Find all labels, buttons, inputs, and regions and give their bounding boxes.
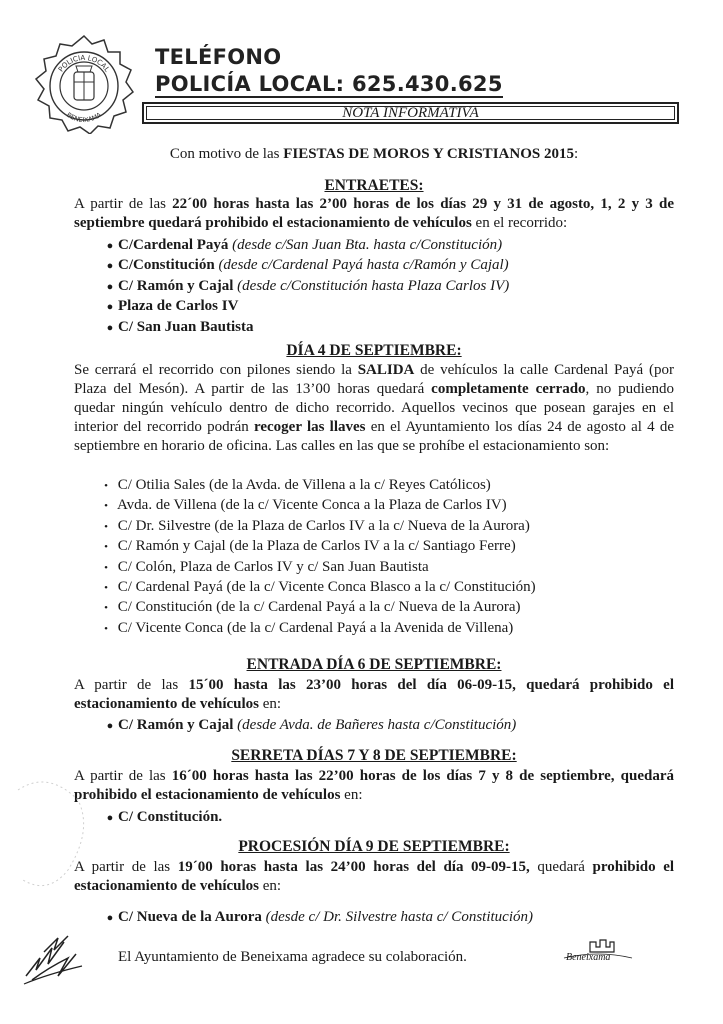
list-item: ● C/ San Juan Bautista — [106, 318, 254, 335]
nota-informativa-box — [142, 102, 679, 124]
list-item: • C/ Ramón y Cajal (de la Plaza de Carlos IV a la c/ Santiago Ferre) — [104, 538, 516, 555]
list-item: • C/ Vicente Conca (de la c/ Cardenal Payá a la Avenida de Villena) — [104, 619, 514, 636]
list-item: • C/ Dr. Silvestre (de la Plaza de Carlos IV a la c/ Nueva de la Aurora) — [104, 517, 530, 534]
section-dia6-text: A partir de las 15´00 hasta las 23’00 horas del día 06-09-15, quedará prohibido el estacionamiento de vehículos en: — [74, 677, 674, 712]
list-item: ● C/Cardenal Payá (desde c/San Juan Bta. hasta c/Constitución) — [106, 237, 503, 253]
faint-stamp-mark — [8, 770, 98, 900]
section-entraetes-title: ENTRAETES: — [324, 177, 424, 194]
section-dia4-text: Se cerrará el recorrido con pilones siendo la SALIDA de vehículos la calle Cardenal Payá (por Plaza del Mesón). A partir de las 13’00 horas quedará completamente cerrado, no pudiendo quedar ningún vehículo dentro de dicho recorrido. Aquellos vecinos que posean garajes en el interior del recorrido podrán recoger las llaves en el Ayuntamiento los días 24 de agosto al 4 de septiembre en horario de oficina. Las calles en las que se prohíbe el estacionamiento son: — [74, 362, 674, 454]
dia4-street-list — [98, 476, 678, 639]
list-item: ● C/ Ramón y Cajal (desde c/Constitución hasta Plaza Carlos IV) — [106, 277, 510, 294]
section-procesion-text: A partir de las 19´00 horas hasta las 24’00 horas del día 09-09-15, quedará prohibido el estacionamiento de vehículos en: — [74, 859, 675, 894]
entraetes-street-list — [102, 236, 672, 338]
section-serreta-text: A partir de las 16´00 horas hasta las 22’00 horas de los días 7 y 8 de septiembre, quedará prohibido el estacionamiento de vehículos en: — [74, 768, 674, 803]
police-badge-emblem — [34, 34, 134, 134]
closing-line: El Ayuntamiento de Beneixama agradece su colaboración. — [118, 949, 467, 965]
section-entraetes-text: A partir de las 22´00 horas hasta las 2’00 horas de los días 29 y 31 de agosto, 1, 2 y 3 de septiembre quedará prohibido el estacionamiento de vehículos en el recorrido: — [74, 196, 674, 231]
section-procesion-title: PROCESIÓN DÍA 9 DE SEPTIEMBRE: — [238, 838, 510, 855]
procesion-street: ● C/ Nueva de la Aurora (desde c/ Dr. Silvestre hasta c/ Constitución) — [106, 909, 533, 925]
beneixama-logo — [562, 938, 634, 968]
phone-header — [155, 44, 503, 98]
beneixama-logo-text: Beneixama — [566, 952, 611, 963]
badge-bottom-text: BENEIXAMA — [65, 110, 103, 125]
badge-top-text: POLICIA LOCAL — [56, 53, 112, 74]
section-serreta-title: SERRETA DÍAS 7 Y 8 DE SEPTIEMBRE: — [231, 747, 517, 764]
section-dia4-title: DÍA 4 DE SEPTIEMBRE: — [286, 342, 462, 359]
nota-informativa-title: NOTA INFORMATIVA — [342, 105, 479, 121]
list-item: ● Plaza de Carlos IV — [106, 298, 239, 315]
list-item: • C/ Cardenal Payá (de la c/ Vicente Conca Blasco a la c/ Constitución) — [104, 579, 536, 596]
serreta-street: ● C/ Constitución. — [106, 809, 223, 825]
svg-text:BENEIXAMA — [65, 110, 103, 124]
svg-text:POLICIA LOCAL — [57, 54, 111, 74]
list-item: • C/ Constitución (de la c/ Cardenal Payá a la c/ Nueva de la Aurora) — [104, 599, 521, 616]
list-item: • Avda. de Villena (de la c/ Vicente Conca a la Plaza de Carlos IV) — [104, 497, 507, 514]
intro-line: Con motivo de las FIESTAS DE MOROS Y CRISTIANOS 2015: — [169, 146, 579, 162]
list-item: ● C/Constitución (desde c/Cardenal Payá hasta c/Ramón y Cajal) — [106, 257, 509, 274]
dia6-street: ● C/ Ramón y Cajal (desde Avda. de Bañeres hasta c/Constitución) — [106, 717, 517, 733]
section-dia6-title: ENTRADA DÍA 6 DE SEPTIEMBRE: — [246, 656, 502, 673]
signature-scribble — [18, 918, 88, 988]
phone-number-line: POLICÍA LOCAL: 625.430.625 — [155, 72, 503, 96]
list-item: • C/ Colón, Plaza de Carlos IV y c/ San Juan Bautista — [104, 558, 429, 575]
phone-label: TELÉFONO — [155, 45, 282, 69]
list-item: • C/ Otilia Sales (de la Avda. de Villena a la c/ Reyes Católicos) — [104, 477, 491, 493]
